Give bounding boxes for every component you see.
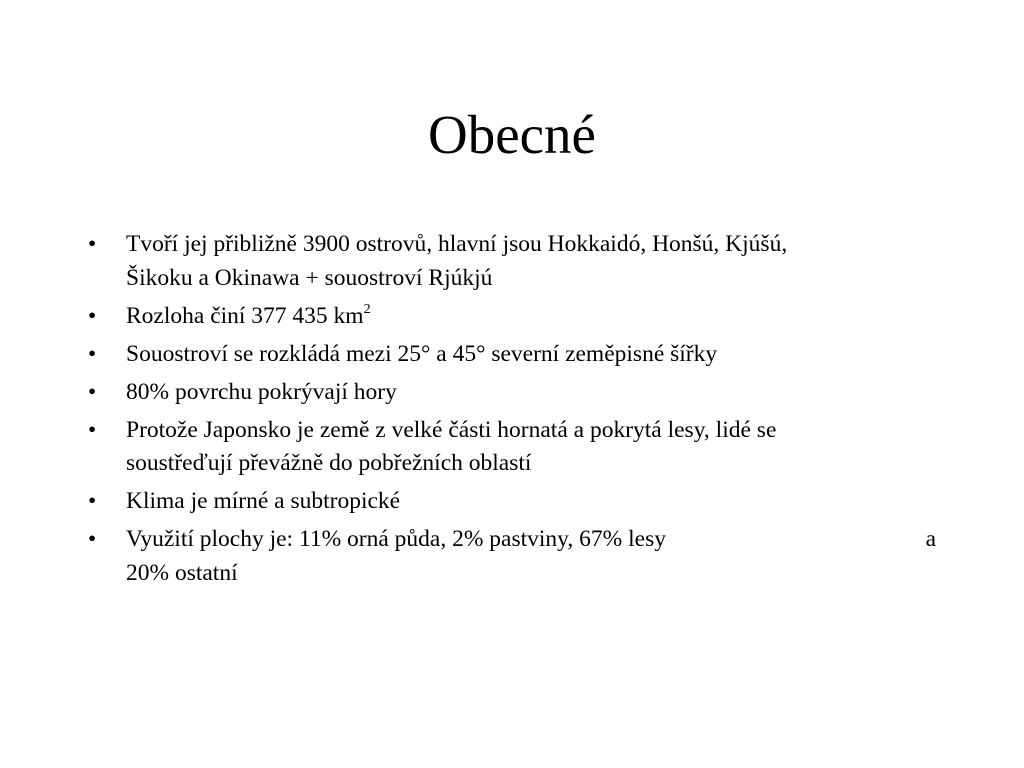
bullet-text [126, 303, 371, 329]
bullet-item-latitude [88, 338, 936, 372]
bullet-item-islands [88, 228, 936, 295]
bullet-line-right: a [925, 526, 936, 552]
bullet-line: Tvoří jej přibližně 3900 ostrovů, hlavní jsou Hokkaidó, Honšú, Kjúšú, [126, 231, 788, 257]
superscript: 2 [363, 301, 371, 317]
bullet-marker: • [88, 526, 97, 552]
bullet-item-land-use [88, 523, 936, 590]
bullet-line: Šikoku a Okinawa + souostroví Rjúkjú [126, 264, 493, 291]
bullet-text [126, 414, 936, 477]
bullet-marker: • [88, 302, 97, 329]
bullet-text: 80% povrchu pokrývají hory [126, 378, 397, 405]
bullet-item-climate [88, 485, 936, 519]
bullet-text [126, 228, 936, 291]
bullet-marker: • [88, 231, 97, 257]
bullet-item-area [88, 300, 936, 334]
bullet-marker: • [88, 416, 97, 443]
bullet-line: 20% ostatní [126, 559, 238, 586]
slide-title: Obecné [428, 104, 596, 165]
bullet-text: Klima je mírné a subtropické [126, 488, 401, 514]
bullet-text: Souostroví se rozkládá mezi 25° a 45° severní zeměpisné šířky [126, 340, 718, 367]
bullet-marker: • [88, 488, 97, 514]
bullet-text [126, 523, 936, 586]
bullet-item-coastal [88, 414, 936, 481]
bullet-marker: • [88, 378, 97, 405]
bullet-line [126, 523, 936, 557]
bullet-line-left: Využití plochy je: 11% orná půda, 2% pastviny, 67% lesy [126, 526, 666, 552]
bullet-item-mountains [88, 376, 936, 410]
bullet-line: Rozloha činí 377 435 km [126, 302, 364, 329]
bullet-line: Protože Japonsko je země z velké části hornatá a pokrytá lesy, lidé se [126, 416, 777, 443]
bullet-marker: • [88, 340, 97, 367]
bullet-list [88, 228, 936, 595]
bullet-line: soustřeďují převážně do pobřežních oblastí [126, 450, 532, 476]
